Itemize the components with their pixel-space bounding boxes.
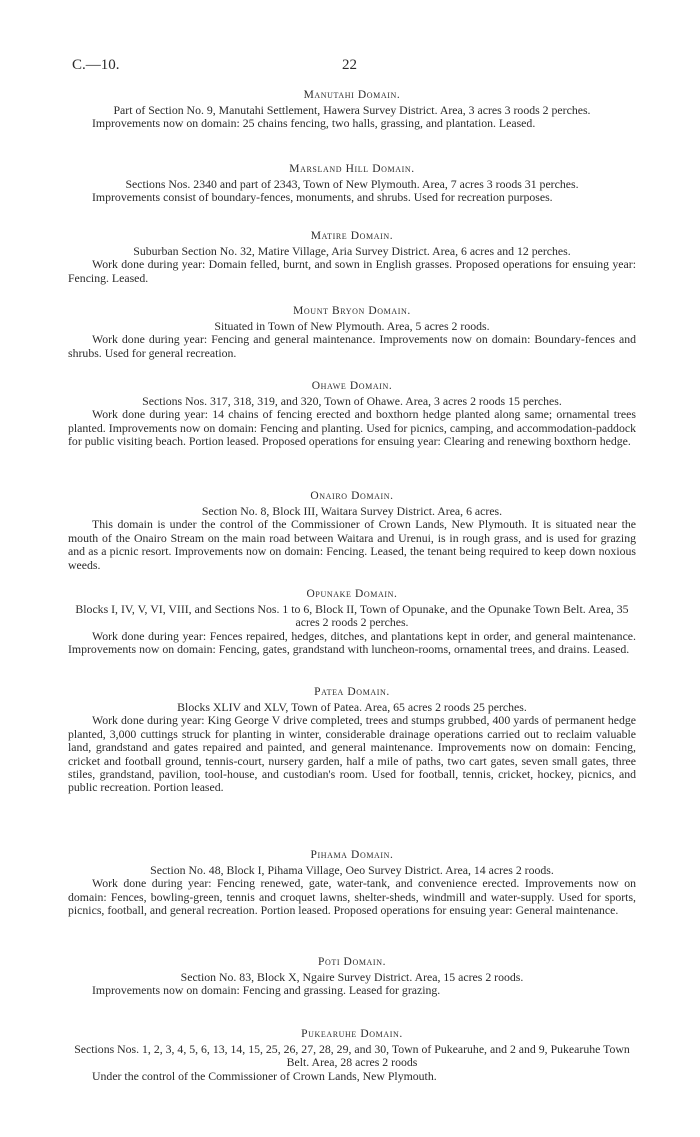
section-body: Improvements now on domain: 25 chains fencing, two halls, grassing, and plantation. Leased. — [92, 116, 536, 131]
section-location: Section No. 48, Block I, Pihama Village, Oeo Survey District. Area, 14 acres 2 roods. — [150, 863, 554, 877]
section-body: Improvements consist of boundary-fences, monuments, and shrubs. Used for recreation purposes. — [92, 190, 553, 205]
section-manutahi-domain — [68, 88, 636, 162]
page-number: 22 — [342, 57, 357, 73]
section-location: Part of Section No. 9, Manutahi Settlement, Hawera Survey District. Area, 3 acres 3 roods 2 perches. — [113, 103, 591, 117]
section-body: This domain is under the control of the Commissioner of Crown Lands, New Plymouth. It is situated near the mouth of the Onairo Stream on the main road between Waitara and Urenui, is in rough grass, and is used for grazing and as a picnic resort. Improvements now on domain: Fencing. Leased, the tenant being required to keep down noxious weeds. — [68, 517, 636, 572]
section-opunake-domain — [68, 587, 636, 685]
section-location: Sections Nos. 1, 2, 3, 4, 5, 6, 13, 14, 15, 25, 26, 27, 28, 29, and 30, Town of Pukearuhe, and 2 and 9, Pukearuhe Town Belt. Area, 28 acres 2 roods — [74, 1042, 630, 1070]
section-location: Section No. 8, Block III, Waitara Survey District. Area, 6 acres. — [201, 504, 503, 518]
section-location: Blocks XLIV and XLV, Town of Patea. Area, 65 acres 2 roods 25 perches. — [177, 700, 527, 714]
page-content — [68, 88, 636, 1097]
section-title: Pihama Domain. — [310, 849, 394, 861]
section-location: Situated in Town of New Plymouth. Area, 5 acres 2 roods. — [214, 319, 490, 333]
section-title: Marsland Hill Domain. — [289, 163, 415, 175]
section-ohawe-domain — [68, 379, 636, 489]
section-body: Work done during year: Fences repaired, hedges, ditches, and plantations kept in order, and general maintenance. Improvements now on domain: Fencing, gates, grandstand with luncheon-rooms, ornamental trees, and drains. Leased. — [68, 628, 636, 657]
section-matire-domain — [68, 229, 636, 304]
section-title: Mount Bryon Domain. — [293, 305, 411, 317]
section-title: Matire Domain. — [310, 230, 394, 242]
section-location: Sections Nos. 2340 and part of 2343, Town of New Plymouth. Area, 7 acres 3 roods 31 perches. — [125, 177, 579, 191]
section-poti-domain — [68, 955, 636, 1027]
section-marsland-hill-domain — [68, 162, 636, 229]
section-body: Work done during year: Domain felled, burnt, and sown in English grasses. Proposed operations for ensuing year: Fencing. Leased. — [68, 257, 636, 285]
section-title: Poti Domain. — [317, 956, 387, 968]
section-body: Work done during year: King George V drive completed, trees and stumps grubbed, 400 yards of permanent hedge planted, 3,000 cuttings struck for planting in winter, considerable drainage operations carried out to reclaim valuable land, grandstand and gates repaired and painted, and general maintenance. Improvements now on domain: Fencing, cricket and football ground, tennis-court, nursery garden, half a mile of paths, two cart gates, seven small gates, three stiles, grandstand, pavilion, tool-house, and custodian's room. Used for football, tennis, cricket, hockey, picnics, and public recreation. Portion leased. — [68, 713, 636, 795]
section-body: Under the control of the Commissioner of Crown Lands, New Plymouth. — [92, 1068, 437, 1083]
document-reference: C.—10. — [72, 57, 120, 73]
section-mount-bryon-domain — [68, 304, 636, 379]
section-title: Onairo Domain. — [310, 490, 394, 502]
section-pihama-domain — [68, 848, 636, 955]
section-body: Improvements now on domain: Fencing and grassing. Leased for grazing. — [92, 983, 441, 998]
section-title: Opunake Domain. — [306, 588, 398, 600]
section-title: Patea Domain. — [314, 686, 390, 698]
section-title: Ohawe Domain. — [311, 380, 393, 392]
section-body: Work done during year: Fencing renewed, gate, water-tank, and convenience erected. Improvements now on domain: Fences, bowling-green, tennis and croquet lawns, shelter-sheds, windmill and water-supply. Used for sports, picnics, football, and general recreation. Portion leased. Proposed operations for ensuing year: General maintenance. — [68, 876, 636, 918]
section-location: Sections Nos. 317, 318, 319, and 320, Town of Ohawe. Area, 3 acres 2 roods 15 perches. — [142, 394, 562, 408]
section-body: Work done during year: 14 chains of fencing erected and boxthorn hedge planted along same; ornamental trees planted. Improvements now on domain: Fencing and planting. Used for picnics, camping, and accommodation-paddock for public visiting beach. Portion leased. Proposed operations for ensuing year: Clearing and renewing boxthorn hedge. — [68, 407, 636, 449]
page-header — [60, 57, 640, 79]
section-location: Section No. 83, Block X, Ngaire Survey District. Area, 15 acres 2 roods. — [180, 970, 524, 984]
section-patea-domain — [68, 685, 636, 848]
section-onairo-domain — [68, 489, 636, 587]
section-title: Manutahi Domain. — [303, 89, 401, 101]
section-pukearuhe-domain — [68, 1027, 636, 1097]
section-title: Pukearuhe Domain. — [301, 1028, 403, 1040]
section-location: Blocks I, IV, V, VI, VIII, and Sections Nos. 1 to 6, Block II, Town of Opunake, and the Opunake Town Belt. Area, 35 acres 2 roods 2 perches. — [75, 602, 629, 630]
section-body: Work done during year: Fencing and general maintenance. Improvements now on domain: Boundary-fences and shrubs. Used for general recreation. — [68, 332, 636, 360]
section-location: Suburban Section No. 32, Matire Village, Aria Survey District. Area, 6 acres and 12 perches. — [133, 244, 571, 258]
